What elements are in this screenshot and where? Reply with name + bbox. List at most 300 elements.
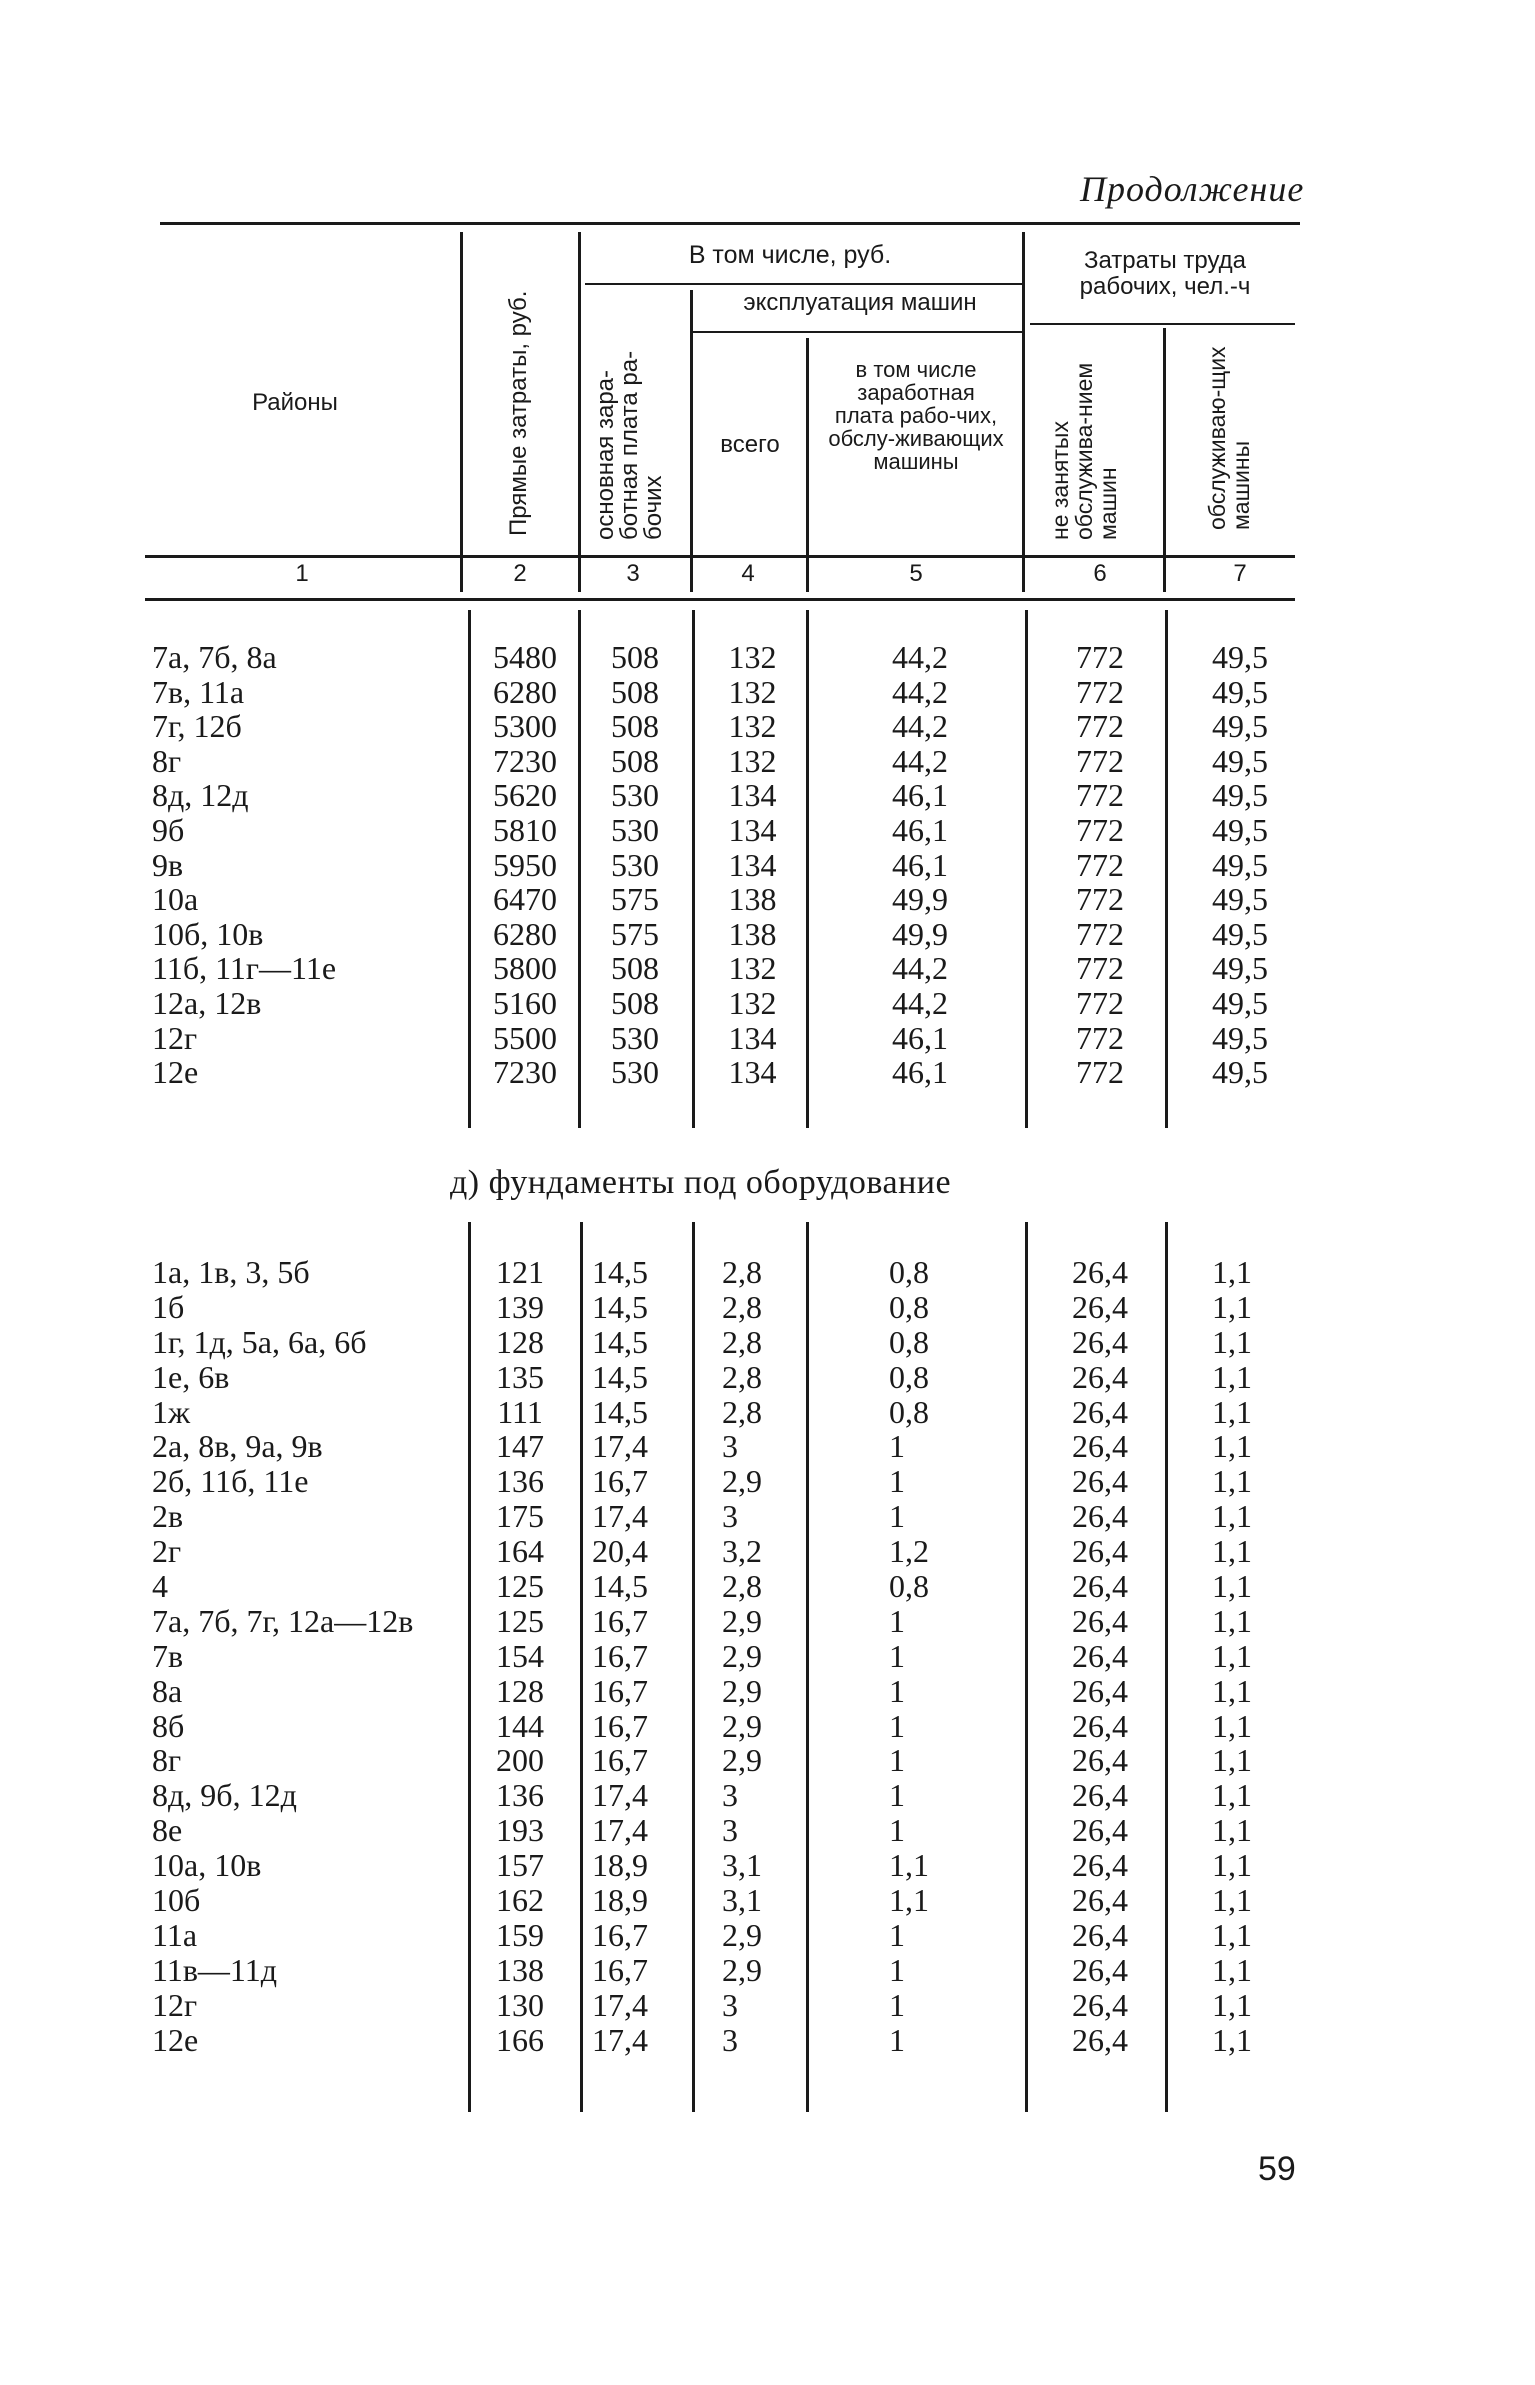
- row-region: 8е: [152, 1812, 183, 1849]
- row-base-wage: 16,7: [592, 1707, 648, 1744]
- row-labor-not-machines: 26,4: [1072, 1882, 1128, 1919]
- row-machine-wage: 1: [889, 1602, 905, 1639]
- row-region: 9в: [152, 846, 184, 883]
- row-labor-machines: 1,1: [1212, 1637, 1252, 1674]
- row-labor-not-machines: 26,4: [1072, 1637, 1128, 1674]
- row-machine-wage: 49,9: [892, 881, 948, 918]
- row-machine-total: 3,2: [722, 1533, 762, 1570]
- row-base-wage: 508: [611, 639, 659, 675]
- header-regions: Районы: [252, 389, 338, 416]
- row-labor-machines: 1,1: [1212, 1986, 1252, 2023]
- row-machine-wage: 46,1: [892, 1054, 948, 1091]
- row-region: 8г: [152, 1742, 182, 1779]
- row-machine-total: 3,1: [722, 1882, 762, 1919]
- row-direct-costs: 200: [496, 1742, 544, 1779]
- row-labor-machines: 49,5: [1212, 777, 1268, 814]
- row-labor-not-machines: 26,4: [1072, 1777, 1128, 1814]
- table-row: [0, 640, 1535, 675]
- table-row: [0, 744, 1535, 779]
- row-direct-costs: 193: [496, 1812, 544, 1849]
- row-machine-wage: 44,2: [892, 673, 948, 710]
- row-base-wage: 530: [611, 1019, 659, 1056]
- header-machine-total: всего: [720, 431, 780, 458]
- row-labor-not-machines: 26,4: [1072, 1742, 1128, 1779]
- row-region: 7в, 11а: [152, 673, 245, 710]
- header-group-labor: Затраты труда рабочих, чел.-ч: [1079, 247, 1251, 300]
- row-labor-not-machines: 26,4: [1072, 2021, 1128, 2058]
- row-direct-costs: 159: [496, 1916, 544, 1953]
- table-row: [0, 709, 1535, 744]
- row-machine-wage: 44,2: [892, 984, 948, 1021]
- row-direct-costs: 6470: [493, 881, 557, 918]
- row-labor-machines: 49,5: [1212, 950, 1268, 987]
- row-labor-machines: 1,1: [1212, 1533, 1252, 1570]
- row-machine-total: 2,8: [722, 1568, 762, 1605]
- header-direct-costs: Прямые затраты, руб.: [505, 290, 532, 536]
- table-row: [0, 1709, 1535, 1744]
- row-region: 2г: [152, 1533, 182, 1570]
- row-region: 7г, 12б: [152, 708, 242, 745]
- section-b-table-body: [0, 1255, 1535, 2057]
- row-labor-not-machines: 772: [1076, 639, 1124, 675]
- row-direct-costs: 130: [496, 1986, 544, 2023]
- row-machine-wage: 44,2: [892, 950, 948, 987]
- row-region: 2а, 8в, 9а, 9в: [152, 1428, 323, 1465]
- row-machine-total: 138: [728, 915, 777, 952]
- row-machine-wage: 46,1: [892, 777, 948, 814]
- row-labor-not-machines: 26,4: [1072, 1288, 1128, 1325]
- row-labor-not-machines: 772: [1076, 984, 1124, 1021]
- row-direct-costs: 5950: [493, 846, 557, 883]
- table-row: [0, 1255, 1535, 1290]
- row-region: 12г: [152, 1019, 198, 1056]
- row-machine-total: 2,9: [722, 1951, 762, 1988]
- row-labor-not-machines: 26,4: [1072, 1916, 1128, 1953]
- row-labor-machines: 1,1: [1212, 1393, 1252, 1430]
- column-number: 4: [741, 560, 755, 587]
- row-base-wage: 16,7: [592, 1916, 648, 1953]
- table-row: [0, 1569, 1535, 1604]
- row-region: 10а, 10в: [152, 1847, 262, 1884]
- row-machine-total: 132: [728, 950, 777, 987]
- row-machine-wage: 1,1: [889, 1882, 929, 1919]
- row-labor-machines: 49,5: [1212, 708, 1268, 745]
- table-row: [0, 1325, 1535, 1360]
- row-machine-wage: 1: [889, 1428, 905, 1465]
- table-row: [0, 917, 1535, 952]
- row-labor-not-machines: 26,4: [1072, 1812, 1128, 1849]
- row-direct-costs: 6280: [493, 673, 557, 710]
- row-machine-total: 2,8: [722, 1288, 762, 1325]
- row-direct-costs: 5620: [493, 777, 557, 814]
- row-direct-costs: 5810: [493, 811, 557, 848]
- row-machine-total: 2,8: [722, 1393, 762, 1430]
- row-labor-machines: 1,1: [1212, 1602, 1252, 1639]
- row-labor-not-machines: 26,4: [1072, 1602, 1128, 1639]
- row-base-wage: 18,9: [592, 1882, 648, 1919]
- row-machine-wage: 1: [889, 1498, 905, 1535]
- column-divider: [806, 338, 809, 592]
- row-base-wage: 16,7: [592, 1672, 648, 1709]
- row-base-wage: 17,4: [592, 1428, 648, 1465]
- row-region: 1б: [152, 1288, 185, 1325]
- row-direct-costs: 5300: [493, 708, 557, 745]
- row-machine-wage: 1: [889, 2021, 905, 2058]
- row-labor-machines: 1,1: [1212, 1568, 1252, 1605]
- row-machine-wage: 1: [889, 1812, 905, 1849]
- row-labor-not-machines: 26,4: [1072, 1707, 1128, 1744]
- row-labor-not-machines: 26,4: [1072, 1568, 1128, 1605]
- table-row: [0, 951, 1535, 986]
- row-machine-total: 3: [722, 1812, 738, 1849]
- column-divider: [690, 290, 693, 592]
- table-row: [0, 1953, 1535, 1988]
- row-labor-machines: 49,5: [1212, 811, 1268, 848]
- row-base-wage: 14,5: [592, 1568, 648, 1605]
- row-machine-total: 3: [722, 1428, 738, 1465]
- table-row: [0, 675, 1535, 710]
- row-direct-costs: 111: [497, 1393, 543, 1430]
- row-direct-costs: 157: [496, 1847, 544, 1884]
- row-direct-costs: 7230: [493, 1054, 557, 1091]
- table-row: [0, 1988, 1535, 2023]
- row-machine-total: 2,9: [722, 1916, 762, 1953]
- row-machine-wage: 0,8: [889, 1323, 929, 1360]
- row-base-wage: 530: [611, 846, 659, 883]
- row-machine-total: 2,8: [722, 1323, 762, 1360]
- row-machine-total: 2,8: [722, 1254, 762, 1290]
- row-direct-costs: 136: [496, 1777, 544, 1814]
- table-row: [0, 1290, 1535, 1325]
- row-direct-costs: 154: [496, 1637, 544, 1674]
- row-region: 10б, 10в: [152, 915, 264, 952]
- row-base-wage: 14,5: [592, 1323, 648, 1360]
- row-machine-wage: 1: [889, 1742, 905, 1779]
- row-direct-costs: 5800: [493, 950, 557, 987]
- row-machine-total: 3: [722, 1777, 738, 1814]
- page-number: 59: [1258, 2150, 1296, 2188]
- row-labor-machines: 1,1: [1212, 1742, 1252, 1779]
- row-region: 8г: [152, 742, 182, 779]
- row-direct-costs: 162: [496, 1882, 544, 1919]
- continuation-label: Продолжение: [1080, 169, 1305, 209]
- table-row: [0, 1604, 1535, 1639]
- row-base-wage: 508: [611, 708, 659, 745]
- row-machine-wage: 0,8: [889, 1358, 929, 1395]
- row-base-wage: 575: [611, 915, 659, 952]
- row-direct-costs: 166: [496, 2021, 544, 2058]
- row-machine-total: 3: [722, 1498, 738, 1535]
- table-row: [0, 1499, 1535, 1534]
- row-region: 7а, 7б, 7г, 12а—12в: [152, 1602, 414, 1639]
- group-labor-underline: [1030, 323, 1295, 325]
- row-base-wage: 16,7: [592, 1951, 648, 1988]
- row-labor-machines: 1,1: [1212, 1672, 1252, 1709]
- row-machine-total: 134: [728, 1019, 777, 1056]
- row-region: 11а: [152, 1916, 198, 1953]
- row-base-wage: 508: [611, 950, 659, 987]
- row-labor-machines: 49,5: [1212, 881, 1268, 918]
- table-row: [0, 1883, 1535, 1918]
- table-row: [0, 1918, 1535, 1953]
- table-row: [0, 1674, 1535, 1709]
- row-direct-costs: 7230: [493, 742, 557, 779]
- row-base-wage: 508: [611, 984, 659, 1021]
- row-labor-machines: 1,1: [1212, 1812, 1252, 1849]
- row-labor-machines: 1,1: [1212, 1498, 1252, 1535]
- row-labor-not-machines: 772: [1076, 1019, 1124, 1056]
- row-labor-machines: 49,5: [1212, 1054, 1268, 1091]
- row-region: 9б: [152, 811, 185, 848]
- row-machine-total: 132: [728, 708, 777, 745]
- table-row: [0, 986, 1535, 1021]
- row-direct-costs: 125: [496, 1568, 544, 1605]
- table-row: [0, 813, 1535, 848]
- row-direct-costs: 144: [496, 1707, 544, 1744]
- table-row: [0, 1813, 1535, 1848]
- column-number: 1: [295, 560, 309, 587]
- row-labor-not-machines: 772: [1076, 846, 1124, 883]
- row-machine-total: 2,9: [722, 1463, 762, 1500]
- row-labor-not-machines: 26,4: [1072, 1951, 1128, 1988]
- row-direct-costs: 5500: [493, 1019, 557, 1056]
- row-machine-wage: 44,2: [892, 708, 948, 745]
- row-direct-costs: 128: [496, 1672, 544, 1709]
- row-labor-not-machines: 26,4: [1072, 1986, 1128, 2023]
- row-base-wage: 14,5: [592, 1254, 648, 1290]
- section-a-table-body: [0, 640, 1535, 1090]
- row-machine-wage: 49,9: [892, 915, 948, 952]
- row-labor-machines: 1,1: [1212, 1951, 1252, 1988]
- row-machine-wage: 1,2: [889, 1533, 929, 1570]
- row-machine-wage: 46,1: [892, 811, 948, 848]
- column-number: 2: [513, 560, 527, 587]
- row-machine-wage: 1: [889, 1463, 905, 1500]
- row-machine-total: 2,9: [722, 1672, 762, 1709]
- row-machine-wage: 46,1: [892, 846, 948, 883]
- row-region: 12е: [152, 1054, 199, 1091]
- row-machine-wage: 0,8: [889, 1288, 929, 1325]
- row-direct-costs: 138: [496, 1951, 544, 1988]
- row-direct-costs: 164: [496, 1533, 544, 1570]
- row-labor-not-machines: 26,4: [1072, 1498, 1128, 1535]
- row-labor-machines: 49,5: [1212, 1019, 1268, 1056]
- row-machine-wage: 46,1: [892, 1019, 948, 1056]
- row-base-wage: 575: [611, 881, 659, 918]
- row-region: 1е, 6в: [152, 1358, 230, 1395]
- row-machine-total: 2,9: [722, 1602, 762, 1639]
- row-labor-machines: 1,1: [1212, 1428, 1252, 1465]
- row-region: 12е: [152, 2021, 199, 2058]
- row-region: 2в: [152, 1498, 184, 1535]
- row-machine-wage: 44,2: [892, 742, 948, 779]
- row-machine-wage: 0,8: [889, 1568, 929, 1605]
- row-labor-not-machines: 772: [1076, 742, 1124, 779]
- row-machine-wage: 0,8: [889, 1254, 929, 1290]
- row-region: 12а, 12в: [152, 984, 262, 1021]
- row-labor-not-machines: 772: [1076, 1054, 1124, 1091]
- table-row: [0, 1639, 1535, 1674]
- row-base-wage: 18,9: [592, 1847, 648, 1884]
- row-machine-total: 3: [722, 1986, 738, 2023]
- row-labor-not-machines: 26,4: [1072, 1672, 1128, 1709]
- group-machine-underline: [692, 331, 1022, 333]
- row-labor-machines: 1,1: [1212, 1254, 1252, 1290]
- row-region: 1а, 1в, 3, 5б: [152, 1254, 310, 1290]
- row-labor-not-machines: 26,4: [1072, 1847, 1128, 1884]
- row-base-wage: 14,5: [592, 1288, 648, 1325]
- table-row: [0, 848, 1535, 883]
- header-group-including: В том числе, руб.: [688, 241, 892, 269]
- table-row: [0, 1429, 1535, 1464]
- row-base-wage: 14,5: [592, 1358, 648, 1395]
- row-machine-total: 132: [728, 984, 777, 1021]
- row-direct-costs: 6280: [493, 915, 557, 952]
- table-row: [0, 1395, 1535, 1430]
- row-machine-total: 132: [728, 673, 777, 710]
- row-machine-total: 138: [728, 881, 777, 918]
- row-machine-wage: 44,2: [892, 639, 948, 675]
- header-labor-not-machines: не занятых обслужива-нием машин: [1047, 362, 1121, 540]
- row-machine-total: 132: [728, 639, 777, 675]
- row-labor-not-machines: 772: [1076, 673, 1124, 710]
- column-divider: [1022, 232, 1025, 592]
- row-labor-not-machines: 26,4: [1072, 1463, 1128, 1500]
- row-machine-wage: 0,8: [889, 1393, 929, 1430]
- table-row: [0, 1534, 1535, 1569]
- header-labor-machines: обслуживаю-щих машины: [1204, 346, 1254, 530]
- row-labor-not-machines: 26,4: [1072, 1358, 1128, 1395]
- row-region: 12г: [152, 1986, 198, 2023]
- row-machine-wage: 1: [889, 1951, 905, 1988]
- row-machine-total: 2,9: [722, 1742, 762, 1779]
- row-base-wage: 16,7: [592, 1742, 648, 1779]
- row-region: 11б, 11г—11е: [152, 950, 337, 987]
- row-labor-not-machines: 26,4: [1072, 1428, 1128, 1465]
- row-machine-total: 2,9: [722, 1707, 762, 1744]
- row-labor-machines: 1,1: [1212, 1916, 1252, 1953]
- row-machine-wage: 1,1: [889, 1847, 929, 1884]
- row-machine-wage: 1: [889, 1637, 905, 1674]
- header-group-machine-operation: эксплуатация машин: [743, 289, 977, 316]
- row-region: 2б, 11б, 11е: [152, 1463, 309, 1500]
- row-labor-machines: 1,1: [1212, 1323, 1252, 1360]
- column-number: 6: [1093, 560, 1107, 587]
- row-machine-wage: 1: [889, 1672, 905, 1709]
- row-labor-not-machines: 772: [1076, 777, 1124, 814]
- row-region: 8д, 12д: [152, 777, 249, 814]
- row-region: 1г, 1д, 5а, 6а, 6б: [152, 1323, 367, 1360]
- row-labor-not-machines: 26,4: [1072, 1254, 1128, 1290]
- column-number-rule: [145, 598, 1295, 601]
- header-bottom-rule: [145, 555, 1295, 558]
- table-row: [0, 1055, 1535, 1090]
- row-labor-not-machines: 772: [1076, 708, 1124, 745]
- column-divider: [1163, 328, 1166, 592]
- row-machine-total: 134: [728, 846, 777, 883]
- row-base-wage: 17,4: [592, 1777, 648, 1814]
- row-direct-costs: 5160: [493, 984, 557, 1021]
- row-labor-not-machines: 772: [1076, 950, 1124, 987]
- header-base-wage: основная зара-ботная плата ра-бочих: [592, 350, 667, 540]
- row-region: 1ж: [152, 1393, 191, 1430]
- row-machine-total: 134: [728, 777, 777, 814]
- row-labor-machines: 1,1: [1212, 1847, 1252, 1884]
- row-machine-wage: 1: [889, 1777, 905, 1814]
- row-direct-costs: 135: [496, 1358, 544, 1395]
- row-base-wage: 16,7: [592, 1637, 648, 1674]
- row-labor-not-machines: 26,4: [1072, 1393, 1128, 1430]
- column-number: 3: [626, 560, 640, 587]
- row-region: 10б: [152, 1882, 201, 1919]
- column-number: 5: [909, 560, 923, 587]
- row-direct-costs: 125: [496, 1602, 544, 1639]
- row-direct-costs: 121: [496, 1254, 544, 1290]
- row-base-wage: 17,4: [592, 2021, 648, 2058]
- row-machine-total: 132: [728, 742, 777, 779]
- row-region: 8д, 9б, 12д: [152, 1777, 297, 1814]
- row-machine-total: 2,8: [722, 1358, 762, 1395]
- row-direct-costs: 5480: [493, 639, 557, 675]
- row-base-wage: 16,7: [592, 1602, 648, 1639]
- row-region: 8а: [152, 1672, 183, 1709]
- row-labor-machines: 49,5: [1212, 915, 1268, 952]
- column-divider: [578, 232, 581, 592]
- table-row: [0, 1464, 1535, 1499]
- row-labor-machines: 49,5: [1212, 742, 1268, 779]
- row-base-wage: 530: [611, 811, 659, 848]
- row-direct-costs: 147: [496, 1428, 544, 1465]
- row-machine-wage: 1: [889, 1707, 905, 1744]
- row-direct-costs: 139: [496, 1288, 544, 1325]
- row-base-wage: 508: [611, 673, 659, 710]
- row-machine-total: 2,9: [722, 1637, 762, 1674]
- row-region: 4: [152, 1568, 168, 1605]
- row-machine-wage: 1: [889, 1986, 905, 2023]
- table-row: [0, 1021, 1535, 1056]
- section-b-title: д) фундаменты под оборудование: [450, 1164, 952, 1201]
- row-region: 10а: [152, 881, 199, 918]
- table-row: [0, 1743, 1535, 1778]
- row-base-wage: 17,4: [592, 1812, 648, 1849]
- row-labor-not-machines: 772: [1076, 881, 1124, 918]
- row-base-wage: 16,7: [592, 1463, 648, 1500]
- row-region: 7а, 7б, 8а: [152, 639, 277, 675]
- row-base-wage: 20,4: [592, 1533, 648, 1570]
- row-base-wage: 530: [611, 777, 659, 814]
- row-region: 11в—11д: [152, 1951, 278, 1988]
- row-direct-costs: 136: [496, 1463, 544, 1500]
- row-base-wage: 530: [611, 1054, 659, 1091]
- row-direct-costs: 175: [496, 1498, 544, 1535]
- row-region: 7в: [152, 1637, 184, 1674]
- row-machine-wage: 1: [889, 1916, 905, 1953]
- row-machine-total: 3,1: [722, 1847, 762, 1884]
- row-machine-total: 134: [728, 1054, 777, 1091]
- row-labor-not-machines: 772: [1076, 811, 1124, 848]
- table-row: [0, 882, 1535, 917]
- column-divider: [460, 232, 463, 592]
- header-machine-wage: в том числе заработная плата рабо-чих, обслу-живающих машины: [828, 357, 1004, 474]
- row-labor-machines: 49,5: [1212, 639, 1268, 675]
- row-labor-machines: 1,1: [1212, 1777, 1252, 1814]
- row-base-wage: 17,4: [592, 1498, 648, 1535]
- row-labor-machines: 49,5: [1212, 984, 1268, 1021]
- table-row: [0, 2023, 1535, 2058]
- column-number: 7: [1233, 560, 1247, 587]
- table-row: [0, 1848, 1535, 1883]
- row-labor-machines: 1,1: [1212, 1358, 1252, 1395]
